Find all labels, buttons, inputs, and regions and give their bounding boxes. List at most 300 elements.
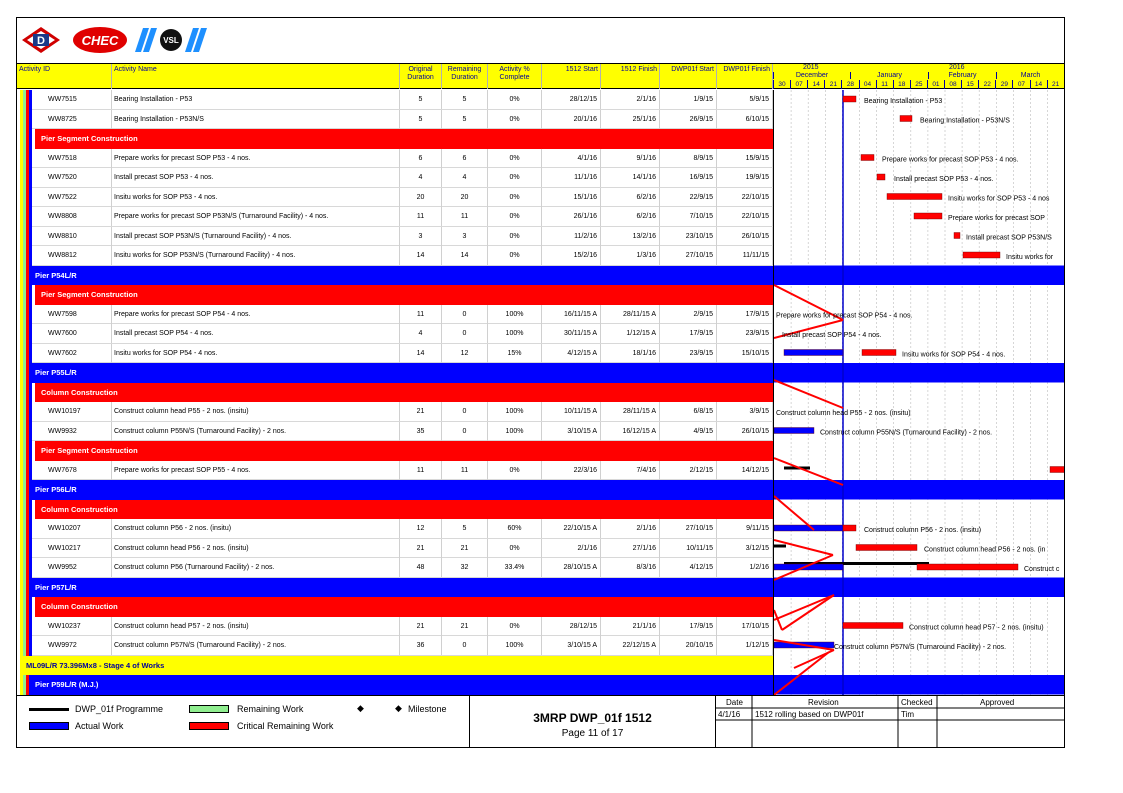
cell-df: 17/10/15 bbox=[717, 617, 773, 636]
remaining-swatch bbox=[189, 705, 229, 713]
month-february: February bbox=[928, 72, 996, 79]
cell-id: WW7515 bbox=[32, 90, 112, 109]
table-row[interactable] bbox=[32, 617, 773, 637]
gantt-bar bbox=[843, 96, 856, 102]
cell-df: 22/10/15 bbox=[717, 188, 773, 207]
timeline-day: 15 bbox=[961, 80, 978, 89]
cell-pct: 0% bbox=[488, 188, 542, 207]
cell-df: 14/12/15 bbox=[717, 461, 773, 480]
cell-f: 1/12/15 A bbox=[601, 324, 660, 343]
legend-programme: DWP_01f Programme bbox=[75, 704, 164, 714]
title-block bbox=[469, 696, 716, 748]
table-row[interactable] bbox=[32, 188, 773, 208]
cell-id: WW10237 bbox=[32, 617, 112, 636]
group-header-pier[interactable]: Pier P57L/R bbox=[29, 578, 773, 598]
cell-s: 4/1/16 bbox=[542, 149, 601, 168]
cell-df: 15/9/15 bbox=[717, 149, 773, 168]
table-row[interactable] bbox=[32, 344, 773, 364]
timeline-day: 07 bbox=[1012, 80, 1029, 89]
cell-pct: 0% bbox=[488, 227, 542, 246]
group-header-pier[interactable]: Pier P56L/R bbox=[29, 480, 773, 500]
cell-id: WW7600 bbox=[32, 324, 112, 343]
cell-ds: 23/10/15 bbox=[660, 227, 717, 246]
gantt-bar-label: Prepare works for precast SOP P54 - 4 nos. bbox=[776, 312, 913, 320]
cell-id: WW9972 bbox=[32, 636, 112, 655]
cell-name: Bearing Installation - P53 bbox=[112, 90, 400, 109]
gantt-bar bbox=[774, 545, 786, 548]
timeline-day: 18 bbox=[893, 80, 910, 89]
group-header-activity[interactable]: Pier Segment Construction bbox=[35, 129, 773, 149]
cell-pct: 33.4% bbox=[488, 558, 542, 577]
cell-od: 6 bbox=[400, 149, 442, 168]
gantt-bar bbox=[1050, 467, 1064, 473]
gantt-band-pier bbox=[774, 675, 1064, 695]
cell-id: WW7598 bbox=[32, 305, 112, 324]
cell-ds: 20/10/15 bbox=[660, 636, 717, 655]
header-remaining-duration: Remaining Duration bbox=[442, 64, 488, 89]
cell-pct: 0% bbox=[488, 149, 542, 168]
cell-df: 1/2/16 bbox=[717, 558, 773, 577]
cell-s: 16/11/15 A bbox=[542, 305, 601, 324]
cell-f: 27/1/16 bbox=[601, 539, 660, 558]
gantt-bar-label: Insitu works for SOP P53 - 4 nos bbox=[948, 195, 1050, 203]
gantt-bar bbox=[887, 194, 942, 200]
cell-s: 15/2/16 bbox=[542, 246, 601, 265]
schedule-sheet bbox=[16, 17, 1065, 748]
cell-ds: 17/9/15 bbox=[660, 324, 717, 343]
timeline-header bbox=[773, 64, 1064, 89]
table-row[interactable] bbox=[32, 519, 773, 539]
rev-text: 1512 rolling based on DWP01f bbox=[755, 710, 864, 719]
timeline-day: 21 bbox=[824, 80, 841, 89]
gantt-bar-label: Install precast SOP P53 - 4 nos. bbox=[894, 176, 994, 183]
cell-od: 5 bbox=[400, 110, 442, 129]
legend-remaining: Remaining Work bbox=[237, 704, 304, 714]
cell-rd: 0 bbox=[442, 422, 488, 441]
cell-rd: 3 bbox=[442, 227, 488, 246]
cell-pct: 0% bbox=[488, 617, 542, 636]
cell-name: Insitu works for SOP P53N/S (Turnaround Facility) - 4 nos. bbox=[112, 246, 400, 265]
cell-name: Construct column P57N/S (Turnaround Facility) - 2 nos. bbox=[112, 636, 400, 655]
cell-rd: 32 bbox=[442, 558, 488, 577]
timeline-day: 28 bbox=[841, 80, 858, 89]
cell-od: 11 bbox=[400, 305, 442, 324]
cell-pct: 100% bbox=[488, 422, 542, 441]
gantt-bar bbox=[914, 213, 942, 219]
gantt-band-pier bbox=[774, 578, 1064, 598]
rev-header-date: Date bbox=[726, 698, 743, 707]
gantt-bar bbox=[862, 350, 896, 356]
cell-df: 1/12/15 bbox=[717, 636, 773, 655]
cell-f: 16/12/15 A bbox=[601, 422, 660, 441]
cell-rd: 5 bbox=[442, 90, 488, 109]
month-march: March bbox=[996, 72, 1064, 79]
header-activity-id: Activity ID bbox=[17, 64, 112, 89]
cell-s: 4/12/15 A bbox=[542, 344, 601, 363]
cell-s: 26/1/16 bbox=[542, 207, 601, 226]
cell-od: 5 bbox=[400, 90, 442, 109]
cell-od: 36 bbox=[400, 636, 442, 655]
timeline-day: 22 bbox=[978, 80, 995, 89]
gantt-bar bbox=[963, 252, 1000, 258]
timeline-day: 30 bbox=[773, 80, 790, 89]
cell-name: Bearing Installation - P53N/S bbox=[112, 110, 400, 129]
group-header-stage[interactable]: ML09L/R 73.396Mx8 - Stage 4 of Works bbox=[20, 656, 773, 676]
cell-rd: 12 bbox=[442, 344, 488, 363]
group-header-activity[interactable]: Pier Segment Construction bbox=[35, 285, 773, 305]
cell-rd: 0 bbox=[442, 636, 488, 655]
table-row[interactable] bbox=[32, 558, 773, 578]
header-1512-finish: 1512 Finish bbox=[601, 64, 660, 89]
cell-id: WW9952 bbox=[32, 558, 112, 577]
group-header-activity[interactable]: Column Construction bbox=[35, 500, 773, 520]
rev-date: 4/1/16 bbox=[718, 710, 741, 719]
critical-swatch bbox=[189, 722, 229, 730]
cell-name: Prepare works for precast SOP P53N/S (Turnaround Facility) - 4 nos. bbox=[112, 207, 400, 226]
cell-rd: 11 bbox=[442, 207, 488, 226]
table-row[interactable] bbox=[32, 110, 773, 130]
gantt-bar bbox=[877, 174, 885, 180]
gantt-bar-label: Construct column head P56 - 2 nos. (in bbox=[924, 546, 1046, 554]
table-row[interactable] bbox=[32, 168, 773, 188]
header-1512-start: 1512 Start bbox=[542, 64, 601, 89]
gantt-bar-label: Bearing Installation - P53 bbox=[864, 98, 943, 105]
cell-pct: 60% bbox=[488, 519, 542, 538]
gantt-bar-label: Insitu works for bbox=[1006, 254, 1054, 261]
cell-pct: 100% bbox=[488, 402, 542, 421]
cell-name: Construct column head P56 - 2 nos. (insitu) bbox=[112, 539, 400, 558]
group-header-pier[interactable]: Pier P55L/R bbox=[29, 363, 773, 383]
cell-ds: 1/9/15 bbox=[660, 90, 717, 109]
cell-df: 23/9/15 bbox=[717, 324, 773, 343]
table-row[interactable] bbox=[32, 539, 773, 559]
cell-s: 30/11/15 A bbox=[542, 324, 601, 343]
month-december: December bbox=[773, 72, 850, 79]
gantt-bar bbox=[784, 350, 843, 356]
column-header-row bbox=[17, 63, 1064, 89]
cell-df: 26/10/15 bbox=[717, 227, 773, 246]
cell-s: 15/1/16 bbox=[542, 188, 601, 207]
cell-name: Insitu works for SOP P54 - 4 nos. bbox=[112, 344, 400, 363]
table-row[interactable] bbox=[32, 461, 773, 481]
cell-rd: 5 bbox=[442, 519, 488, 538]
cell-id: WW7678 bbox=[32, 461, 112, 480]
cell-id: WW10207 bbox=[32, 519, 112, 538]
legend-milestone: Milestone bbox=[408, 704, 447, 714]
cell-ds: 26/9/15 bbox=[660, 110, 717, 129]
cell-ds: 7/10/15 bbox=[660, 207, 717, 226]
cell-s: 20/1/16 bbox=[542, 110, 601, 129]
gantt-bar bbox=[843, 525, 856, 531]
cell-rd: 0 bbox=[442, 324, 488, 343]
page-number: Page 11 of 17 bbox=[561, 728, 624, 739]
gantt-band-pier bbox=[774, 480, 1064, 500]
cell-f: 21/1/16 bbox=[601, 617, 660, 636]
cell-rd: 0 bbox=[442, 402, 488, 421]
cell-s: 3/10/15 A bbox=[542, 422, 601, 441]
cell-name: Insitu works for SOP P53 - 4 nos. bbox=[112, 188, 400, 207]
cell-id: WW7520 bbox=[32, 168, 112, 187]
activity-table bbox=[17, 90, 1064, 695]
wbs-indent-bars bbox=[17, 90, 32, 695]
gantt-bar bbox=[861, 155, 874, 161]
gantt-bar-label: Install precast SOP P54 - 4 nos. bbox=[782, 332, 882, 339]
table-row[interactable] bbox=[32, 90, 773, 110]
cell-ds: 22/9/15 bbox=[660, 188, 717, 207]
cell-df: 5/9/15 bbox=[717, 90, 773, 109]
cell-id: WW8812 bbox=[32, 246, 112, 265]
cell-od: 14 bbox=[400, 344, 442, 363]
cell-pct: 0% bbox=[488, 168, 542, 187]
cell-rd: 14 bbox=[442, 246, 488, 265]
rev-checked: Tim bbox=[901, 710, 915, 719]
cell-s: 28/12/15 bbox=[542, 617, 601, 636]
cell-pct: 15% bbox=[488, 344, 542, 363]
cell-f: 6/2/16 bbox=[601, 188, 660, 207]
gantt-bar bbox=[856, 545, 917, 551]
group-header-pier[interactable]: Pier P59L/R (M.J.) bbox=[29, 675, 773, 695]
cell-name: Construct column P55N/S (Turnaround Facility) - 2 nos. bbox=[112, 422, 400, 441]
timeline-day: 14 bbox=[1030, 80, 1047, 89]
cell-id: WW10217 bbox=[32, 539, 112, 558]
cell-od: 3 bbox=[400, 227, 442, 246]
table-row[interactable] bbox=[32, 227, 773, 247]
d-logo-icon bbox=[21, 26, 61, 54]
gantt-bar-label: Construct c bbox=[1024, 566, 1060, 573]
table-row[interactable] bbox=[32, 305, 773, 325]
gantt-bar bbox=[954, 233, 960, 239]
timeline-day: 11 bbox=[876, 80, 893, 89]
timeline-day: 07 bbox=[790, 80, 807, 89]
cell-name: Construct column P56 (Turnaround Facility) - 2 nos. bbox=[112, 558, 400, 577]
header-activity-pct: Activity % Complete bbox=[488, 64, 542, 89]
cell-ds: 27/10/15 bbox=[660, 519, 717, 538]
gantt-bar-label: Bearing Installation - P53N/S bbox=[920, 117, 1010, 125]
cell-pct: 100% bbox=[488, 636, 542, 655]
cell-s: 22/3/16 bbox=[542, 461, 601, 480]
cell-id: WW8725 bbox=[32, 110, 112, 129]
table-row[interactable] bbox=[32, 422, 773, 442]
cell-f: 28/11/15 A bbox=[601, 402, 660, 421]
cell-s: 11/1/16 bbox=[542, 168, 601, 187]
gantt-bar-label: Prepare works for precast SOP P53 - 4 nos. bbox=[882, 156, 1019, 164]
gantt-bar-label: Install precast SOP P53N/S bbox=[966, 234, 1052, 242]
cell-f: 22/12/15 A bbox=[601, 636, 660, 655]
cell-od: 48 bbox=[400, 558, 442, 577]
gantt-bar bbox=[774, 428, 814, 434]
gantt-bar bbox=[900, 116, 912, 122]
cell-ds: 8/9/15 bbox=[660, 149, 717, 168]
cell-name: Install precast SOP P53N/S (Turnaround Facility) - 4 nos. bbox=[112, 227, 400, 246]
gantt-bar-label: Construct column P57N/S (Turnaround Facility) - 2 nos. bbox=[834, 644, 1007, 651]
cell-df: 26/10/15 bbox=[717, 422, 773, 441]
cell-ds: 4/9/15 bbox=[660, 422, 717, 441]
cell-id: WW7518 bbox=[32, 149, 112, 168]
group-header-pier[interactable]: Pier P54L/R bbox=[29, 266, 773, 286]
table-row[interactable] bbox=[32, 324, 773, 344]
gantt-bar bbox=[843, 623, 903, 629]
gantt-bar-label: Construct column P56 - 2 nos. (insitu) bbox=[864, 527, 982, 534]
cell-od: 11 bbox=[400, 461, 442, 480]
cell-f: 9/1/16 bbox=[601, 149, 660, 168]
cell-od: 14 bbox=[400, 246, 442, 265]
header-activity-name: Activity Name bbox=[112, 64, 400, 89]
timeline-day: 08 bbox=[944, 80, 961, 89]
cell-f: 8/3/16 bbox=[601, 558, 660, 577]
header-original-duration: Original Duration bbox=[400, 64, 442, 89]
cell-f: 7/4/16 bbox=[601, 461, 660, 480]
cell-pct: 0% bbox=[488, 461, 542, 480]
cell-od: 4 bbox=[400, 168, 442, 187]
table-row[interactable] bbox=[32, 207, 773, 227]
year-2015: 2015 bbox=[803, 64, 819, 71]
vsl-logo-icon bbox=[135, 26, 207, 54]
cell-df: 6/10/15 bbox=[717, 110, 773, 129]
svg-text:D: D bbox=[37, 35, 45, 47]
cell-rd: 5 bbox=[442, 110, 488, 129]
cell-rd: 0 bbox=[442, 305, 488, 324]
cell-name: Construct column head P55 - 2 nos. (insitu) bbox=[112, 402, 400, 421]
cell-od: 11 bbox=[400, 207, 442, 226]
header-dwp-start: DWP01f Start bbox=[660, 64, 717, 89]
cell-s: 11/2/16 bbox=[542, 227, 601, 246]
cell-id: WW7522 bbox=[32, 188, 112, 207]
cell-od: 20 bbox=[400, 188, 442, 207]
cell-ds: 23/9/15 bbox=[660, 344, 717, 363]
cell-id: WW7602 bbox=[32, 344, 112, 363]
cell-rd: 20 bbox=[442, 188, 488, 207]
cell-s: 3/10/15 A bbox=[542, 636, 601, 655]
cell-id: WW8808 bbox=[32, 207, 112, 226]
gantt-bar-label: Construct column head P57 - 2 nos. (insitu) bbox=[909, 624, 1044, 632]
header-dwp-finish: DWP01f Finish bbox=[717, 64, 773, 89]
gantt-bar-label: Prepare works for precast SOP bbox=[948, 215, 1045, 222]
year-2016: 2016 bbox=[949, 64, 965, 71]
cell-s: 10/11/15 A bbox=[542, 402, 601, 421]
gantt-band-pier bbox=[774, 266, 1064, 286]
table-row[interactable] bbox=[32, 149, 773, 169]
milestone-icon: ◆ bbox=[357, 703, 364, 713]
cell-ds: 6/8/15 bbox=[660, 402, 717, 421]
cell-od: 35 bbox=[400, 422, 442, 441]
cell-ds: 2/12/15 bbox=[660, 461, 717, 480]
table-row[interactable] bbox=[32, 246, 773, 266]
cell-pct: 0% bbox=[488, 110, 542, 129]
cell-ds: 10/11/15 bbox=[660, 539, 717, 558]
cell-f: 25/1/16 bbox=[601, 110, 660, 129]
actual-swatch bbox=[29, 722, 69, 730]
cell-df: 9/11/15 bbox=[717, 519, 773, 538]
cell-id: WW10197 bbox=[32, 402, 112, 421]
cell-f: 2/1/16 bbox=[601, 90, 660, 109]
cell-od: 21 bbox=[400, 402, 442, 421]
gantt-bar-label: Insitu works for SOP P54 - 4 nos. bbox=[902, 351, 1006, 359]
chec-logo-icon bbox=[72, 26, 128, 54]
timeline-day: 25 bbox=[910, 80, 927, 89]
cell-df: 11/11/15 bbox=[717, 246, 773, 265]
cell-f: 2/1/16 bbox=[601, 519, 660, 538]
cell-name: Prepare works for precast SOP P55 - 4 nos. bbox=[112, 461, 400, 480]
cell-pct: 100% bbox=[488, 324, 542, 343]
svg-text:VSL: VSL bbox=[163, 36, 179, 45]
cell-id: WW8810 bbox=[32, 227, 112, 246]
cell-name: Construct column head P57 - 2 nos. (insitu) bbox=[112, 617, 400, 636]
cell-id: WW9932 bbox=[32, 422, 112, 441]
cell-f: 18/1/16 bbox=[601, 344, 660, 363]
cell-f: 14/1/16 bbox=[601, 168, 660, 187]
cell-name: Install precast SOP P54 - 4 nos. bbox=[112, 324, 400, 343]
cell-rd: 6 bbox=[442, 149, 488, 168]
timeline-day: 04 bbox=[859, 80, 876, 89]
cell-rd: 4 bbox=[442, 168, 488, 187]
programme-swatch bbox=[29, 708, 69, 711]
gantt-bar-label: Construct column P55N/S (Turnaround Facility) - 2 nos. bbox=[820, 429, 993, 437]
cell-od: 21 bbox=[400, 539, 442, 558]
cell-f: 6/2/16 bbox=[601, 207, 660, 226]
cell-f: 28/11/15 A bbox=[601, 305, 660, 324]
cell-ds: 17/9/15 bbox=[660, 617, 717, 636]
cell-od: 21 bbox=[400, 617, 442, 636]
cell-name: Prepare works for precast SOP P54 - 4 nos. bbox=[112, 305, 400, 324]
cell-od: 12 bbox=[400, 519, 442, 538]
cell-s: 2/1/16 bbox=[542, 539, 601, 558]
cell-pct: 100% bbox=[488, 305, 542, 324]
timeline-day: 14 bbox=[807, 80, 824, 89]
table-row[interactable] bbox=[32, 402, 773, 422]
cell-s: 28/12/15 bbox=[542, 90, 601, 109]
drawing-title: 3MRP DWP_01f 1512 bbox=[533, 711, 652, 725]
cell-df: 3/9/15 bbox=[717, 402, 773, 421]
group-header-activity[interactable]: Column Construction bbox=[35, 383, 773, 403]
cell-rd: 11 bbox=[442, 461, 488, 480]
group-header-activity[interactable]: Pier Segment Construction bbox=[35, 441, 773, 461]
cell-f: 1/3/16 bbox=[601, 246, 660, 265]
cell-rd: 21 bbox=[442, 539, 488, 558]
timeline-day: 21 bbox=[1047, 80, 1064, 89]
legend-actual: Actual Work bbox=[75, 721, 124, 731]
timeline-day: 01 bbox=[927, 80, 944, 89]
cell-ds: 16/9/15 bbox=[660, 168, 717, 187]
cell-pct: 0% bbox=[488, 90, 542, 109]
cell-name: Prepare works for precast SOP P53 - 4 nos. bbox=[112, 149, 400, 168]
cell-df: 3/12/15 bbox=[717, 539, 773, 558]
cell-ds: 4/12/15 bbox=[660, 558, 717, 577]
table-row[interactable] bbox=[32, 636, 773, 656]
legend-critical: Critical Remaining Work bbox=[237, 721, 334, 731]
rev-header-approved: Approved bbox=[980, 698, 1015, 707]
cell-df: 22/10/15 bbox=[717, 207, 773, 226]
gantt-band-pier bbox=[774, 363, 1064, 383]
footer bbox=[17, 695, 1064, 748]
revision-block bbox=[716, 696, 1064, 748]
cell-pct: 0% bbox=[488, 246, 542, 265]
rev-header-revision: Revision bbox=[808, 698, 839, 707]
svg-text:CHEC: CHEC bbox=[81, 33, 119, 48]
cell-df: 17/9/15 bbox=[717, 305, 773, 324]
cell-name: Install precast SOP P53 - 4 nos. bbox=[112, 168, 400, 187]
group-header-activity[interactable]: Column Construction bbox=[35, 597, 773, 617]
cell-ds: 2/9/15 bbox=[660, 305, 717, 324]
gantt-bar-label: Construct column head P55 - 2 nos. (insitu) bbox=[776, 410, 911, 417]
gantt-bar bbox=[917, 564, 1018, 570]
cell-f: 13/2/16 bbox=[601, 227, 660, 246]
cell-od: 4 bbox=[400, 324, 442, 343]
cell-rd: 21 bbox=[442, 617, 488, 636]
milestone-icon-2: ◆ bbox=[395, 703, 402, 713]
rev-header-checked: Checked bbox=[901, 698, 933, 707]
cell-ds: 27/10/15 bbox=[660, 246, 717, 265]
cell-pct: 0% bbox=[488, 539, 542, 558]
